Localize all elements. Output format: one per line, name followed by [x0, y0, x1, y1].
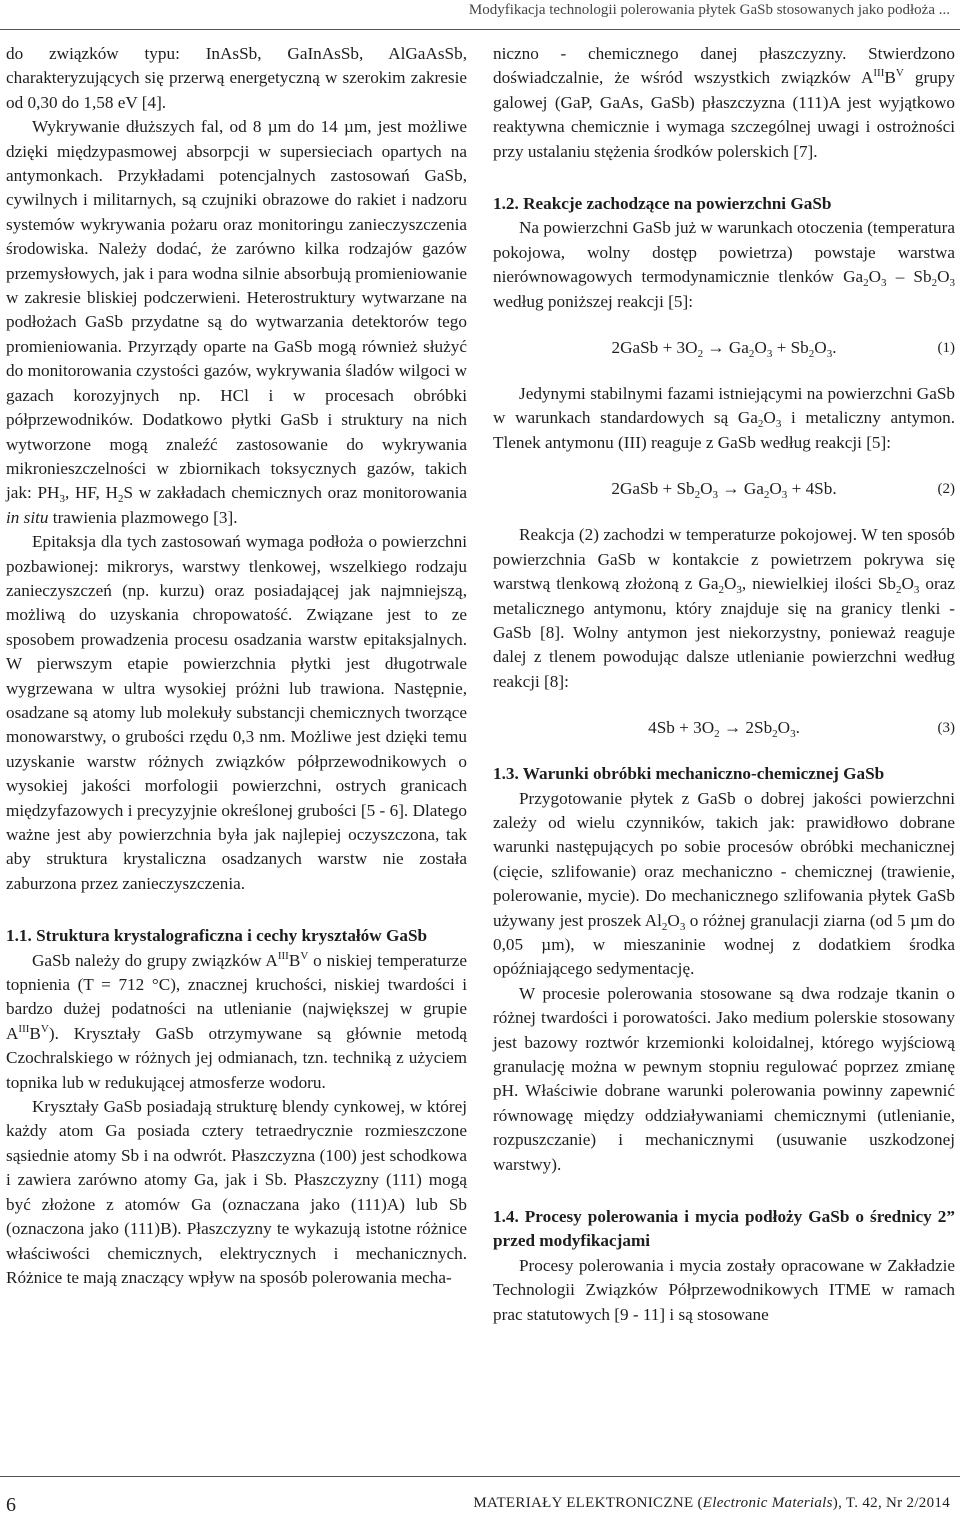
- right-paragraph-1: niczno - chemicznego danej płaszczyzny. Stwierdzono doświadczalnie, że wśród wszystkich związków $A^{III}B^V$ grupy galowej (GaP, GaAs, GaSb) płaszczyzna (111)A jest wyjątkowo reaktywna chemicznie i wymaga szczególnej uwagi i ostrożności przy ustalaniu stężenia środków polerskich [7].: [493, 44, 955, 161]
- right-paragraph-6: W procesie polerowania stosowane są dwa rodzaje tkanin o różnej twardości i porowatości. Jako medium polerskie stosowany jest bazowy roztwór krzemionki koloidalnej, którego wyjściową granulację można w pewnym stopniu regulować poprzez zmianę pH. Właściwie dobrane warunki polerowania powinny zapewnić równowagę między oddziaływaniami chemicznymi (utlenianie, rozpuszczanie) i mechanicznymi (usuwanie uszkodzonej warstwy).: [493, 983, 955, 1174]
- section-heading-1-2: 1.2. Reakcje zachodzące na powierzchni GaSb: [493, 194, 832, 214]
- section-heading-1-1: 1.1. Struktura krystalograficzna i cechy kryształów GaSb: [6, 926, 428, 946]
- section-heading-1-4: 1.4. Procesy polerowania i mycia podłoży GaSb o średnicy 2” przed modyfikacjami: [493, 1207, 955, 1251]
- running-head: Modyfikacja technologii polerowania płytek GaSb stosowanych jako podłoża ...: [468, 2, 950, 18]
- footer-rule: [0, 1476, 960, 1477]
- left-paragraph-1: do związków typu: InAsSb, GaInAsSb, AlGaAsSb, charakteryzujących się przerwą energetyczną w szerokim zakresie od 0,30 do 1,58 eV [4].: [6, 44, 467, 112]
- equation-number-1: (1): [937, 340, 955, 357]
- right-column: [493, 42, 955, 1327]
- right-paragraph-7: Procesy polerowania i mycia zostały opracowane w Zakładzie Technologii Związków Półprzewodnikowych ITME w ramach prac statutowych [9 - 11] i są stosowane: [493, 1255, 955, 1324]
- equation-number-2: (2): [937, 481, 955, 498]
- left-paragraph-5: Kryształy GaSb posiadają strukturę blendy cynkowej, w której każdy atom Ga posiada cztery tetraedrycznie rozmieszczone sąsiednie atomy Sb i na odwrót. Płaszczyzna (100) jest schodkowa i zawiera zarówno atomy Ga, jak i Sb. Płaszczyzny (111) mogą być złożone z atomów Ga (oznaczana jako (111)A) lub Sb (oznaczona jako (111)B). Płaszczyzny te wykazują istotne różnice właściwości chemicznych, elektrycznych i mechanicznych. Różnice te mają znaczący wpływ na sposób polerowania mecha-: [6, 1097, 467, 1287]
- equation-1: 2GaSb + $3O_2 \to Ga_2O_3 + Sb_2O_3$. (1): [611, 338, 955, 361]
- right-paragraph-4: Reakcja (2) zachodzi w temperaturze pokojowej. W ten sposób powierzchnia GaSb w kontakcie z powietrzem pokrywa się warstwą tlenkową złożoną z $Ga_2O_3$, niewielkiej ilości $Sb_2O_3$ oraz metalicznego antymonu, który znajduje się na granicy tlenki - GaSb [8]. Wolny antymon jest niekorzystny, ponieważ reaguje dalej z tlenem powodując dalsze utlenianie powierzchni według reakcji [8]:: [493, 525, 955, 691]
- equation-number-3: (3): [937, 720, 955, 737]
- left-paragraph-3: Epitaksja dla tych zastosowań wymaga podłoża o powierzchni pozbawionej: mikrorys, warstwy tlenkowej, wszelkiego rodzaju zanieczyszczeń (np. kurzu) oraz posiadającej jak najmniejszą, możliwą do uzyskania chropowatość. Związane jest to ze sposobem prowadzenia procesu osadzania warstw epitaksjalnych. W pierwszym etapie powierzchnia płytki jest długotrwale wygrzewana w ultra wysokiej próżni lub trawiona. Następnie, osadzane są atomy lub molekuły substancji chemicznych tworzące monowarstwy, o grubości rzędu 0,3 nm. Możliwe jest dzięki temu uzyskanie warstw różnych związków półprzewodnikowych o wysokiej jakości morfologii powierzchni, ostrych granicach międzyfazowych i precyzyjnie określonej grubości [5 - 6]. Dlatego ważne jest aby powierzchnia była jak najlepiej oczyszczona, tak aby struktura krystaliczna osadzanych warstw nie została zaburzona przez zanieczyszczenia.: [6, 532, 467, 893]
- left-paragraph-4: GaSb należy do grupy związków $A^{III}B^V$ o niskiej temperaturze topnienia (T = 712 °C), znacznej kruchości, niskiej twardości i bardzo dużej podatności na utlenianie (największej w grupie $A^{III}B^V$). Kryształy GaSb otrzymywane są głównie metodą Czochralskiego w różnych jej odmianach, tzn. techniką z użyciem topnika lub w redukującej atmosferze wodoru.: [6, 949, 468, 1092]
- left-column: [6, 42, 467, 1290]
- right-paragraph-2: Na powierzchni GaSb już w warunkach otoczenia (temperatura pokojowa, wolny dostęp powietrza) powstaje warstwa nierównowagowych termodynamicznie tlenków $Ga_2O_3 - Sb_2O_3$ według poniższej reakcji [5]:: [493, 218, 956, 311]
- section-heading-1-3: 1.3. Warunki obróbki mechaniczno-chemicznej GaSb: [493, 764, 885, 784]
- right-paragraph-3: Jedynymi stabilnymi fazami istniejącymi na powierzchni GaSb w warunkach standardowych są $Ga_2O_3$ i metaliczny antymon. Tlenek antymonu (III) reaguje z GaSb według reakcji [5]:: [493, 384, 955, 452]
- right-paragraph-5: Przygotowanie płytek z GaSb o dobrej jakości powierzchni zależy od wielu czynników, takich jak: prawidłowo dobrane warunki następujących po sobie procesów obróbki mechanicznej (cięcie, szlifowanie) oraz mechaniczno - chemicznej (trawienie, polerowanie, mycie). Do mechanicznego szlifowania płytek GaSb używany jest proszek $Al_2O_3$ o różnej granulacji ziarna (od 5 µm do 0,05 µm), w mieszaninie wodnej z dodatkiem środka opóźniającego sedymentację.: [493, 788, 955, 979]
- page-number: 6: [6, 1494, 16, 1516]
- equation-3: $4Sb + 3O_2 \to 2Sb_2O_3$. (3): [648, 718, 955, 741]
- left-paragraph-2: Wykrywanie dłuższych fal, od 8 µm do 14 µm, jest możliwe dzięki międzypasmowej absorpcji w supersieciach opartych na antymonkach. Przykładami potencjalnych zastosowań GaSb, cywilnych i militarnych, są czujniki obrazowe do rakiet i nadzoru systemów wykrywania pożaru oraz monitoringu zanieczyszczenia środowiska. Należy dodać, że zarówno kilka rodzajów gazów przemysłowych, jak i para wodna silnie absorbują promieniowanie w zakresie bliskiej podczerwieni. Heterostruktury wytwarzane na podłożach GaSb przydatne są do wytwarzania detektorów tego promieniowania. Przyrządy oparte na GaSb mogą również służyć do monitorowania czystości gazów, wykrywania śladów wilgoci w gazach korozyjnych np. HCl i w procesach obróbki półprzewodników. Dodatkowo płytki GaSb i struktury na nich wytworzone mogą znaleźć zastosowanie do wykrywania mikronieszczelności w zbiornikach toksycznych gazów, takich jak: $PH_3$, HF, $H_2S$ w zakładach chemicznych oraz monitorowania in situ trawienia plazmowego [3].: [6, 117, 467, 527]
- journal-citation: MATERIAŁY ELEKTRONICZNE (Electronic Materials), T. 42, Nr 2/2014: [473, 1495, 950, 1511]
- equation-2: 2GaSb + $Sb_2O_3 \to Ga_2O_3 + 4Sb$. (2): [611, 479, 955, 502]
- header-rule: [0, 29, 960, 30]
